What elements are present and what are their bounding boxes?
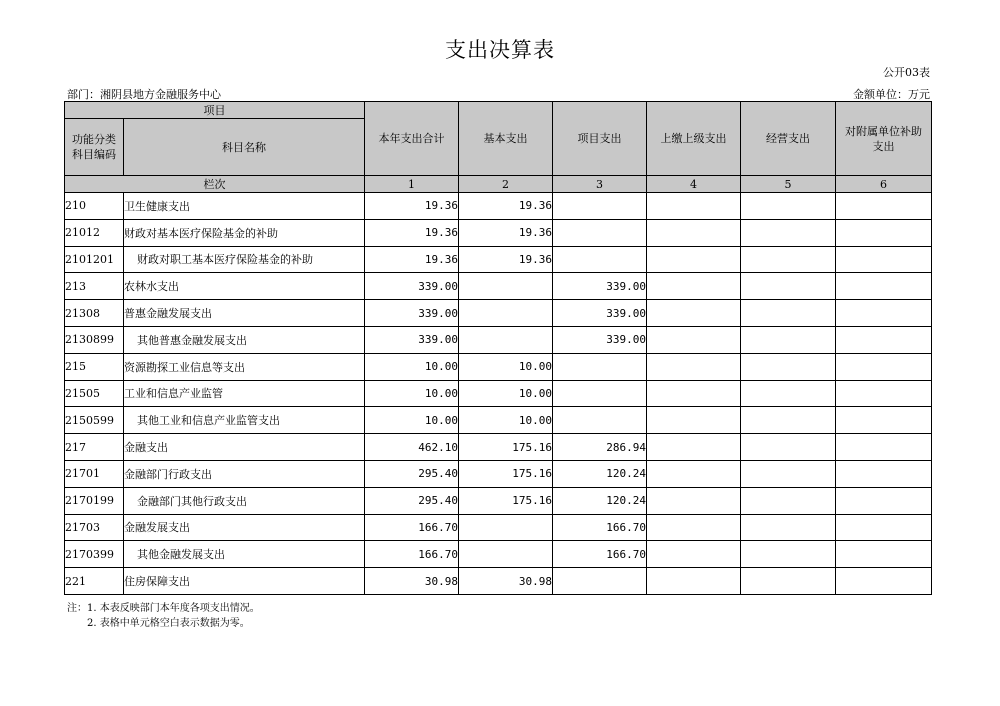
row-basic: 175.16 <box>459 487 553 514</box>
row-total: 10.00 <box>365 407 459 434</box>
row-upper <box>647 326 741 353</box>
row-total: 339.00 <box>365 273 459 300</box>
header-total: 本年支出合计 <box>365 102 459 176</box>
table-row <box>65 219 932 246</box>
row-project: 120.24 <box>553 460 647 487</box>
row-total: 19.36 <box>365 219 459 246</box>
row-basic: 30.98 <box>459 568 553 595</box>
table-row <box>65 434 932 461</box>
row-subject-name: 工业和信息产业监管 <box>124 380 365 407</box>
row-basic: 175.16 <box>459 460 553 487</box>
table-row <box>65 380 932 407</box>
table-row <box>65 407 932 434</box>
row-subsidy <box>836 407 932 434</box>
table-row <box>65 326 932 353</box>
form-code: 公开03表 <box>883 66 930 79</box>
row-business <box>741 193 836 220</box>
row-upper <box>647 407 741 434</box>
row-code: 2150599 <box>65 407 124 434</box>
header-basic: 基本支出 <box>459 102 553 176</box>
row-project: 166.70 <box>553 541 647 568</box>
row-total: 30.98 <box>365 568 459 595</box>
row-code: 21703 <box>65 514 124 541</box>
table-row <box>65 353 932 380</box>
header-index-label: 栏次 <box>65 176 365 193</box>
header-func-code: 功能分类科目编码 <box>65 119 124 176</box>
row-basic <box>459 273 553 300</box>
row-code: 2170199 <box>65 487 124 514</box>
table-row <box>65 514 932 541</box>
unit-label: 金额单位：万元 <box>853 88 930 101</box>
row-upper <box>647 487 741 514</box>
row-upper <box>647 460 741 487</box>
row-code: 2101201 <box>65 246 124 273</box>
header-subject-name: 科目名称 <box>124 119 365 176</box>
row-basic <box>459 541 553 568</box>
row-project: 166.70 <box>553 514 647 541</box>
row-total: 166.70 <box>365 541 459 568</box>
row-upper <box>647 193 741 220</box>
table-row <box>65 460 932 487</box>
header-subsidy: 对附属单位补助支出 <box>836 102 932 176</box>
row-project: 286.94 <box>553 434 647 461</box>
row-code: 21012 <box>65 219 124 246</box>
row-total: 462.10 <box>365 434 459 461</box>
footnotes <box>67 601 260 631</box>
row-code: 21701 <box>65 460 124 487</box>
row-subsidy <box>836 380 932 407</box>
table-row <box>65 487 932 514</box>
row-subject-name: 金融支出 <box>124 434 365 461</box>
row-upper <box>647 434 741 461</box>
row-upper <box>647 273 741 300</box>
row-project <box>553 407 647 434</box>
row-subsidy <box>836 300 932 327</box>
row-subject-name: 其他工业和信息产业监管支出 <box>124 407 365 434</box>
table-row <box>65 246 932 273</box>
row-business <box>741 326 836 353</box>
row-subsidy <box>836 487 932 514</box>
row-business <box>741 353 836 380</box>
row-subsidy <box>836 353 932 380</box>
row-basic <box>459 326 553 353</box>
row-upper <box>647 246 741 273</box>
row-subsidy <box>836 246 932 273</box>
row-basic: 10.00 <box>459 353 553 380</box>
row-total: 339.00 <box>365 300 459 327</box>
row-project <box>553 219 647 246</box>
row-code: 213 <box>65 273 124 300</box>
row-code: 217 <box>65 434 124 461</box>
row-project: 120.24 <box>553 487 647 514</box>
row-project: 339.00 <box>553 326 647 353</box>
header-index: 2 <box>459 176 553 193</box>
row-business <box>741 246 836 273</box>
row-subsidy <box>836 514 932 541</box>
row-subsidy <box>836 541 932 568</box>
row-subject-name: 金融部门其他行政支出 <box>124 487 365 514</box>
row-upper <box>647 300 741 327</box>
row-basic <box>459 300 553 327</box>
header-business: 经营支出 <box>741 102 836 176</box>
header-project: 项目 <box>65 102 365 119</box>
row-code: 215 <box>65 353 124 380</box>
row-basic: 19.36 <box>459 193 553 220</box>
row-upper <box>647 219 741 246</box>
row-business <box>741 434 836 461</box>
row-code: 21505 <box>65 380 124 407</box>
row-code: 221 <box>65 568 124 595</box>
row-subsidy <box>836 273 932 300</box>
row-subject-name: 其他普惠金融发展支出 <box>124 326 365 353</box>
row-business <box>741 273 836 300</box>
table-row <box>65 541 932 568</box>
row-subject-name: 财政对职工基本医疗保险基金的补助 <box>124 246 365 273</box>
row-total: 295.40 <box>365 487 459 514</box>
row-basic: 19.36 <box>459 219 553 246</box>
row-basic: 19.36 <box>459 246 553 273</box>
row-code: 210 <box>65 193 124 220</box>
row-upper <box>647 353 741 380</box>
row-upper <box>647 514 741 541</box>
row-basic <box>459 514 553 541</box>
row-total: 339.00 <box>365 326 459 353</box>
row-basic: 10.00 <box>459 407 553 434</box>
row-subsidy <box>836 460 932 487</box>
row-code: 2170399 <box>65 541 124 568</box>
header-index: 6 <box>836 176 932 193</box>
row-total: 10.00 <box>365 380 459 407</box>
row-subject-name: 住房保障支出 <box>124 568 365 595</box>
row-total: 19.36 <box>365 193 459 220</box>
row-business <box>741 300 836 327</box>
row-subject-name: 金融发展支出 <box>124 514 365 541</box>
row-business <box>741 514 836 541</box>
row-subject-name: 其他金融发展支出 <box>124 541 365 568</box>
table-row <box>65 300 932 327</box>
row-subsidy <box>836 219 932 246</box>
header-upper-remit: 上缴上级支出 <box>647 102 741 176</box>
row-business <box>741 219 836 246</box>
row-subject-name: 农林水支出 <box>124 273 365 300</box>
row-upper <box>647 541 741 568</box>
header-project-expenditure: 项目支出 <box>553 102 647 176</box>
row-basic: 175.16 <box>459 434 553 461</box>
header-index: 5 <box>741 176 836 193</box>
row-total: 19.36 <box>365 246 459 273</box>
row-subsidy <box>836 434 932 461</box>
row-total: 166.70 <box>365 514 459 541</box>
row-business <box>741 487 836 514</box>
row-business <box>741 568 836 595</box>
row-upper <box>647 568 741 595</box>
row-subject-name: 普惠金融发展支出 <box>124 300 365 327</box>
row-subsidy <box>836 568 932 595</box>
row-subject-name: 资源勘探工业信息等支出 <box>124 353 365 380</box>
header-index: 1 <box>365 176 459 193</box>
footnote: 注：1. 本表反映部门本年度各项支出情况。 <box>67 603 260 614</box>
row-project <box>553 193 647 220</box>
row-code: 2130899 <box>65 326 124 353</box>
row-subject-name: 卫生健康支出 <box>124 193 365 220</box>
header-index: 4 <box>647 176 741 193</box>
row-project <box>553 246 647 273</box>
footnote: 2. 表格中单元格空白表示数据为零。 <box>87 618 250 629</box>
report-title: 支出决算表 <box>445 38 555 62</box>
table-row <box>65 193 932 220</box>
table-row <box>65 273 932 300</box>
row-project <box>553 568 647 595</box>
row-business <box>741 407 836 434</box>
row-subsidy <box>836 193 932 220</box>
row-business <box>741 460 836 487</box>
row-project: 339.00 <box>553 273 647 300</box>
row-upper <box>647 380 741 407</box>
row-project: 339.00 <box>553 300 647 327</box>
row-business <box>741 380 836 407</box>
row-business <box>741 541 836 568</box>
row-project <box>553 353 647 380</box>
row-basic: 10.00 <box>459 380 553 407</box>
row-project <box>553 380 647 407</box>
row-total: 10.00 <box>365 353 459 380</box>
header-index: 3 <box>553 176 647 193</box>
row-subject-name: 财政对基本医疗保险基金的补助 <box>124 219 365 246</box>
row-subject-name: 金融部门行政支出 <box>124 460 365 487</box>
department-label: 部门：湘阴县地方金融服务中心 <box>67 88 221 101</box>
row-subsidy <box>836 326 932 353</box>
table-row <box>65 568 932 595</box>
expenditure-table <box>64 101 932 595</box>
row-code: 21308 <box>65 300 124 327</box>
row-total: 295.40 <box>365 460 459 487</box>
